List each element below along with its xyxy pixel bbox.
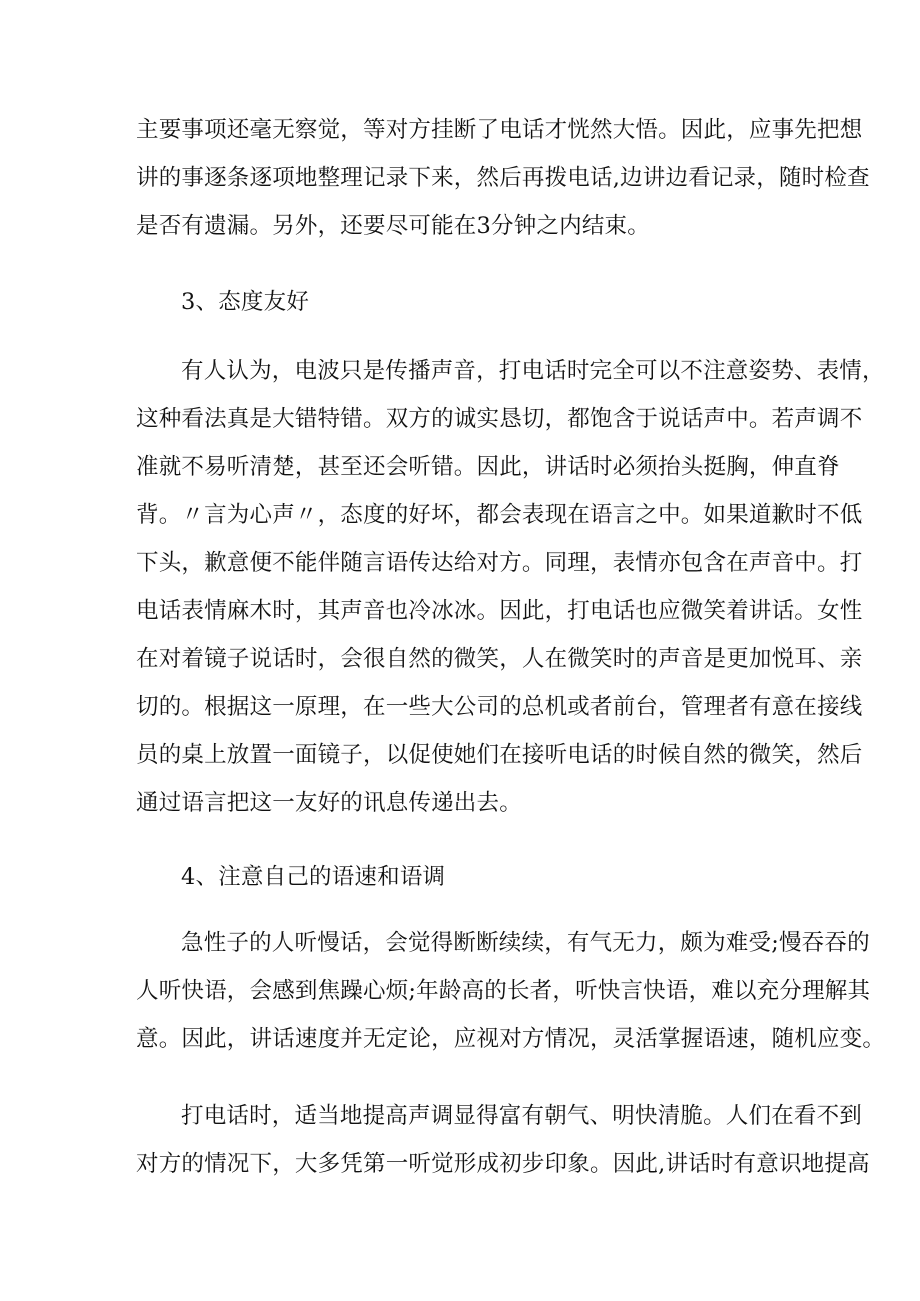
paragraph-line: 讲的事逐条逐项地整理记录下来，然后再拨电话,边讲边看记录，随时检查 bbox=[136, 165, 870, 191]
paragraph-line: 通过语言把这一友好的讯息传递出去。 bbox=[136, 790, 522, 816]
paragraph-line: 主要事项还毫无察觉，等对方挂断了电话才恍然大悟。因此，应事先把想 bbox=[136, 117, 863, 143]
paragraph-line: 电话表情麻木时，其声音也冷冰冰。因此，打电话也应微笑着讲话。女性 bbox=[136, 598, 863, 624]
paragraph-line: 是否有遗漏。另外，还要尽可能在3分钟之内结束。 bbox=[136, 213, 650, 239]
paragraph-line: 背。〃言为心声〃，态度的好坏，都会表现在语言之中。如果道歉时不低 bbox=[136, 502, 863, 528]
paragraph-line: 下头，歉意便不能伴随言语传达给对方。同理，表情亦包含在声音中。打 bbox=[136, 550, 863, 576]
paragraph-line: 人听快语，会感到焦躁心烦;年龄高的长者，听快言快语，难以充分理解其 bbox=[136, 978, 871, 1004]
paragraph-line: 有人认为，电波只是传播声音，打电话时完全可以不注意姿势、表情， bbox=[181, 358, 885, 384]
paragraph-line: 对方的情况下，大多凭第一听觉形成初步印象。因此,讲话时有意识地提高 bbox=[136, 1151, 870, 1177]
paragraph-line: 在对着镜子说话时，会很自然的微笑，人在微笑时的声音是更加悦耳、亲 bbox=[136, 646, 863, 672]
section-heading: 3、态度友好 bbox=[181, 289, 310, 315]
paragraph-line: 员的桌上放置一面镜子，以促使她们在接听电话的时候自然的微笑，然后 bbox=[136, 742, 863, 768]
section-heading: 4、注意自己的语速和语调 bbox=[181, 864, 446, 890]
paragraph-line: 这种看法真是大错特错。双方的诚实恳切，都饱含于说话声中。若声调不 bbox=[136, 406, 863, 432]
paragraph-line: 准就不易听清楚，甚至还会听错。因此，讲话时必须抬头挺胸，伸直脊 bbox=[136, 454, 840, 480]
paragraph-line: 切的。根据这一原理，在一些大公司的总机或者前台，管理者有意在接线 bbox=[136, 694, 863, 720]
paragraph-line: 打电话时，适当地提高声调显得富有朝气、明快清脆。人们在看不到 bbox=[181, 1103, 863, 1129]
paragraph-line: 意。因此，讲话速度并无定论，应视对方情况，灵活掌握语速，随机应变。 bbox=[136, 1026, 886, 1052]
paragraph-line: 急性子的人听慢话，会觉得断断续续，有气无力，颇为难受;慢吞吞的 bbox=[181, 930, 870, 956]
